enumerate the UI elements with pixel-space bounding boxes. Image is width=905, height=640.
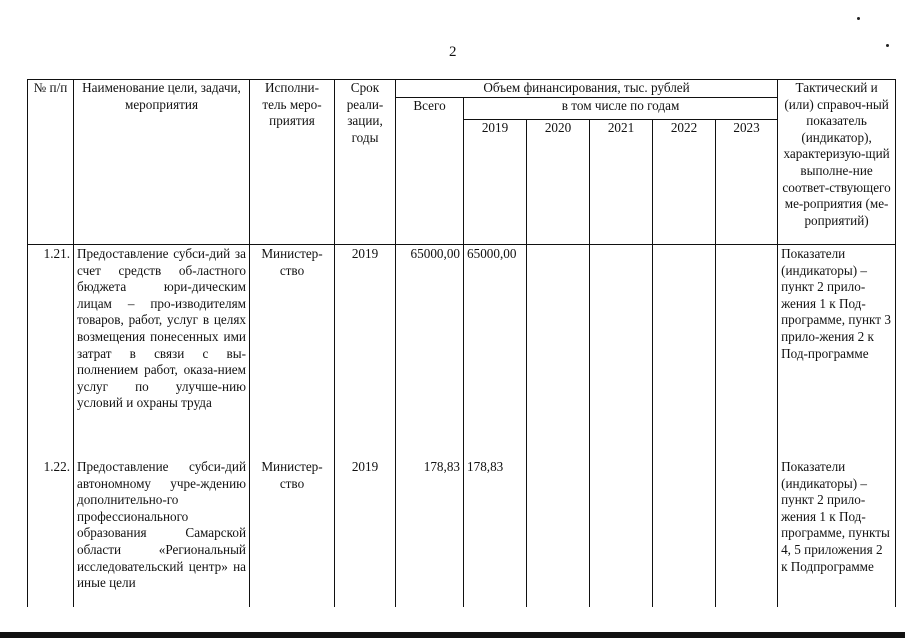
- program-activities-table: [27, 79, 896, 607]
- header-year-2019: 2019: [464, 120, 527, 245]
- row-total: 65000,00: [396, 245, 464, 459]
- header-year-2023: 2023: [716, 120, 778, 245]
- row-activity-name: Предоставление субси-дий автономному учре-ждению дополнительно-го профессионального образования Самарской области «Региональный исследовательский центр» на иные цели: [74, 458, 250, 607]
- header-name: Наименование цели, задачи, мероприятия: [74, 80, 250, 245]
- row-number: 1.22.: [28, 458, 74, 607]
- row-2022: [653, 458, 716, 607]
- row-number: 1.21.: [28, 245, 74, 459]
- row-term: 2019: [335, 245, 396, 459]
- page-bottom-border: [0, 632, 905, 638]
- table-row: [28, 458, 896, 607]
- row-2021: [590, 458, 653, 607]
- row-2021: [590, 245, 653, 459]
- header-by-years: в том числе по годам: [464, 97, 778, 119]
- table-row: [28, 245, 896, 459]
- page-number: 2: [449, 44, 457, 60]
- header-executor: Исполни-тель меро-приятия: [250, 80, 335, 245]
- row-2019: 178,83: [464, 458, 527, 607]
- row-2020: [527, 458, 590, 607]
- header-funding: Объем финансирования, тыс. рублей: [396, 80, 778, 98]
- row-2019: 65000,00: [464, 245, 527, 459]
- row-activity-name: Предоставление субси-дий за счет средств об-ластного бюджета юри-дическим лицам – про-изводителям товаров, работ, услуг в целях возмещения понесенных ими затрат в связи с вы-полнением работ, оказа-нием услуг по улучше-нию условий и охраны труда: [74, 245, 250, 459]
- row-indicator: Показатели (индикаторы) – пункт 2 прило-жения 1 к Под-программе, пункты 4, 5 приложения 2 к Подпрограмме: [778, 458, 896, 607]
- row-total: 178,83: [396, 458, 464, 607]
- scan-speck: [857, 17, 860, 20]
- row-2020: [527, 245, 590, 459]
- row-2023: [716, 245, 778, 459]
- row-2023: [716, 458, 778, 607]
- header-total: Всего: [396, 97, 464, 244]
- header-year-2021: 2021: [590, 120, 653, 245]
- scan-speck: [886, 44, 889, 47]
- header-year-2022: 2022: [653, 120, 716, 245]
- row-executor: Министер-ство: [250, 245, 335, 459]
- row-executor: Министер-ство: [250, 458, 335, 607]
- header-year-2020: 2020: [527, 120, 590, 245]
- row-2022: [653, 245, 716, 459]
- header-number: № п/п: [28, 80, 74, 245]
- header-indicator: Тактический и (или) справоч-ный показатель (индикатор), характеризую-щий выполне-ние соответ-ствующего ме-роприятия (ме-роприятий): [778, 80, 896, 245]
- row-term: 2019: [335, 458, 396, 607]
- header-term: Срок реали-зации, годы: [335, 80, 396, 245]
- row-indicator: Показатели (индикаторы) – пункт 2 прило-жения 1 к Под-программе, пункт 3 прило-жения 2 к Под-программе: [778, 245, 896, 459]
